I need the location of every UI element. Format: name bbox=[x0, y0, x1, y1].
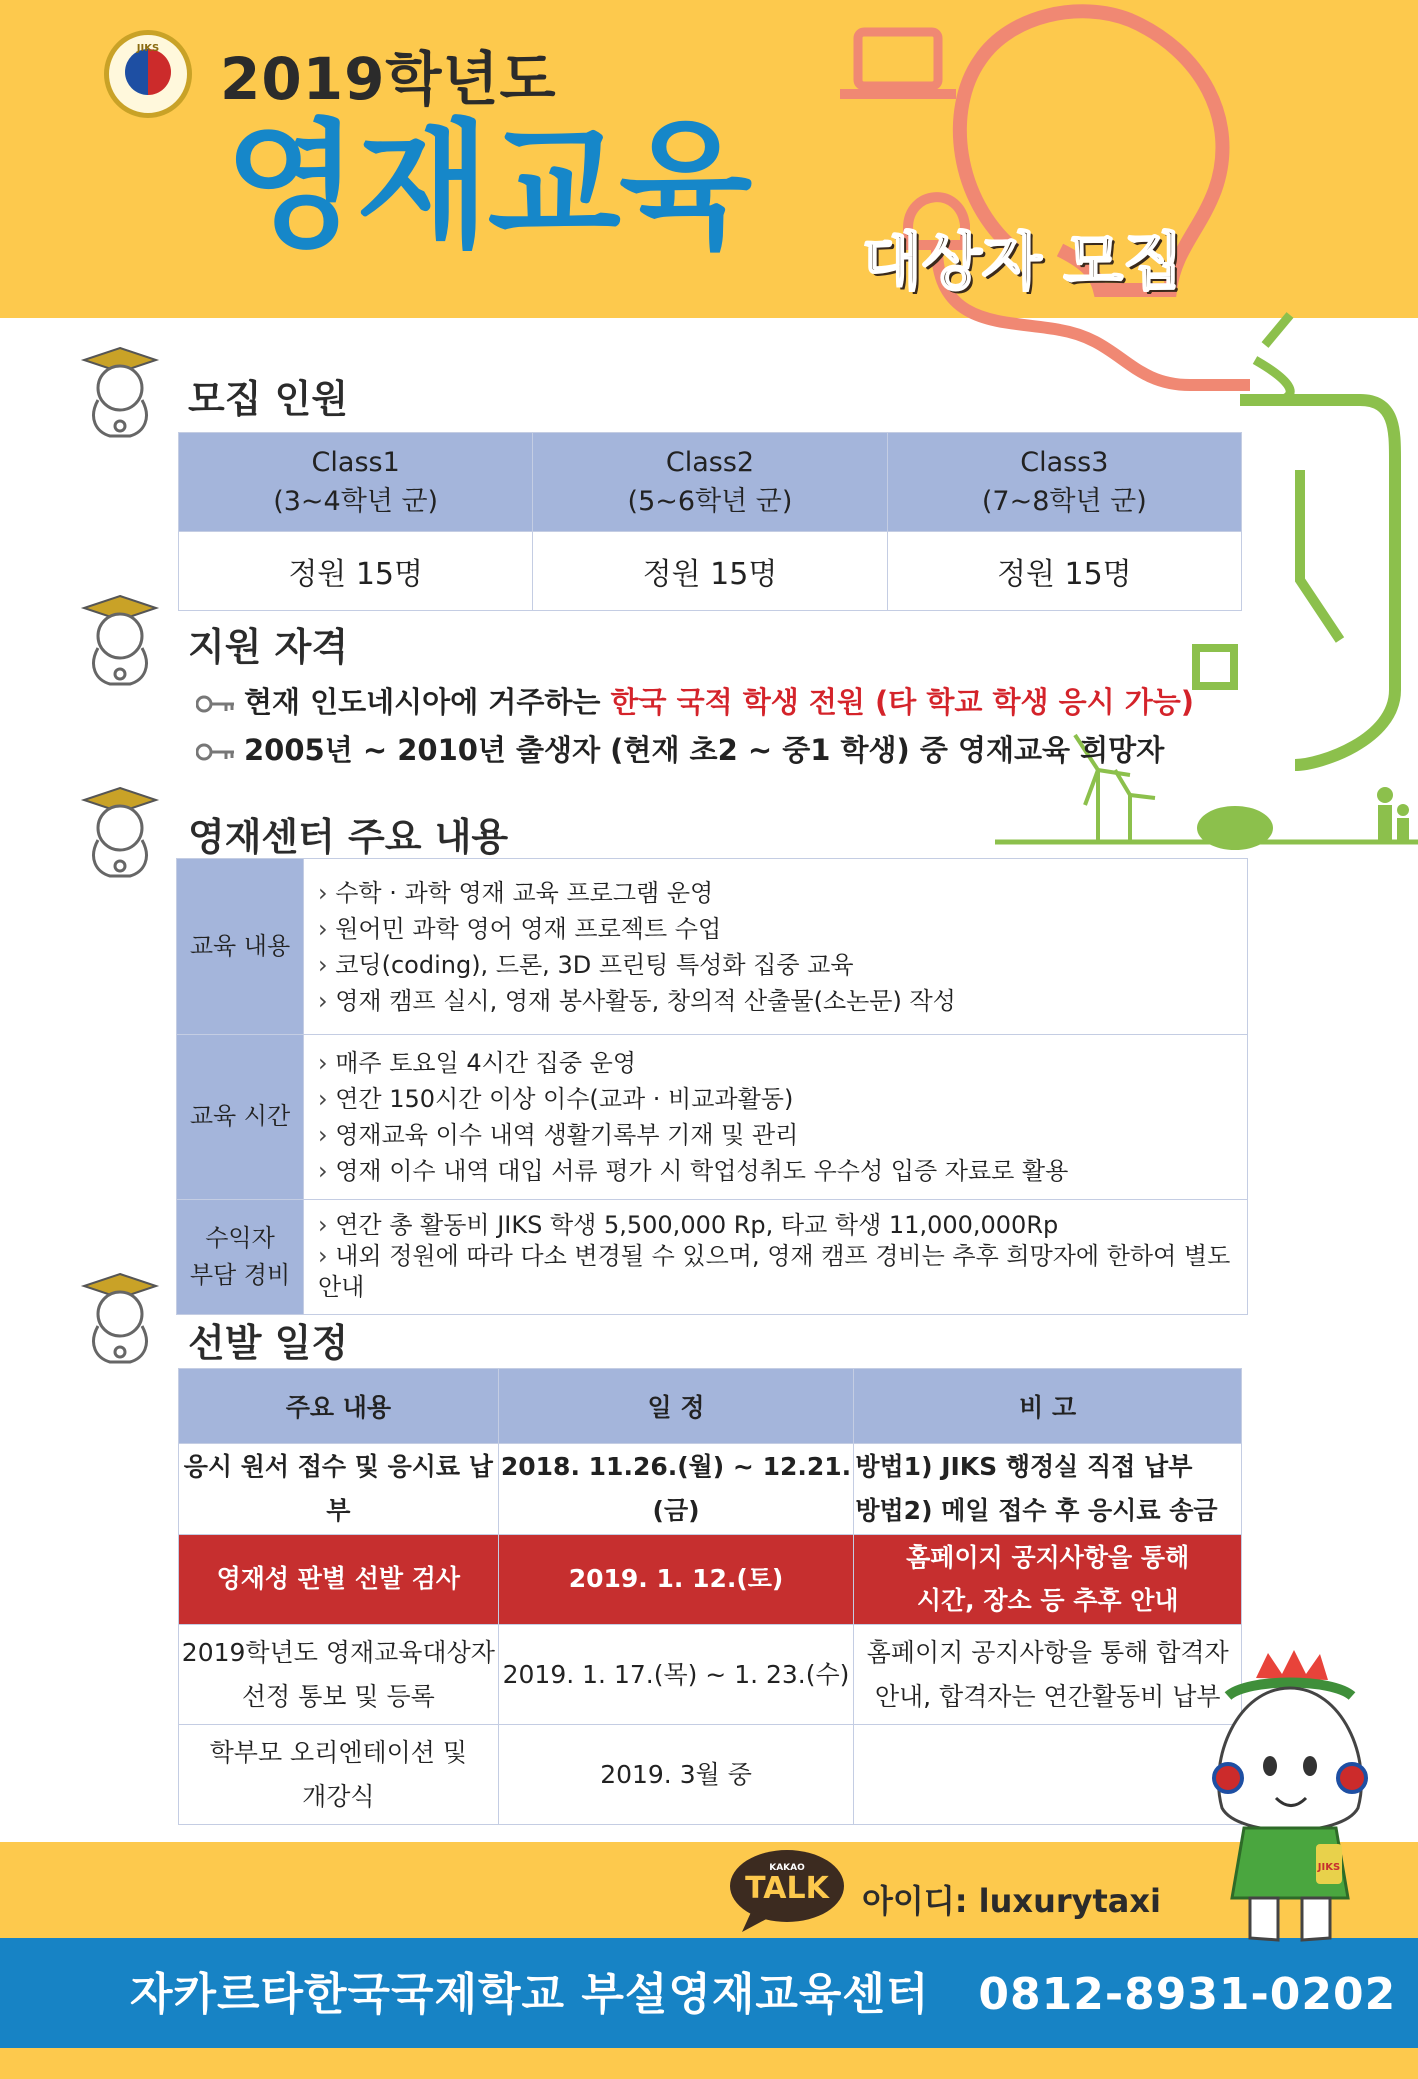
class3-header: Class3 (7~8학년 군) bbox=[887, 433, 1241, 532]
class2-capacity: 정원 15명 bbox=[533, 532, 887, 611]
key-icon bbox=[196, 741, 236, 763]
school-logo bbox=[104, 30, 192, 118]
kakao-small-label: KAKAO bbox=[769, 1863, 805, 1873]
class3-capacity: 정원 15명 bbox=[887, 532, 1241, 611]
footer-contact bbox=[130, 1958, 1396, 2022]
sub-title: 대상자 모집 bbox=[862, 225, 1184, 298]
class2-header: Class2 (5~6학년 군) bbox=[533, 433, 887, 532]
contents-item: › 연간 총 활동비 JIKS 학생 5,500,000 Rp, 타교 학생 11,000,000Rp bbox=[318, 1210, 1233, 1241]
flask-icon bbox=[1240, 400, 1395, 765]
contents-label: 교육 시간 bbox=[177, 1035, 304, 1200]
graduate-mascot-icon bbox=[78, 1266, 162, 1366]
main-title: 영재교육 bbox=[225, 106, 751, 267]
schedule-header: 일 정 bbox=[498, 1369, 854, 1444]
key-icon bbox=[196, 693, 236, 715]
recruit-title: 모집 인원 bbox=[188, 377, 349, 421]
table-row: 2019학년도 영재교육대상자 선정 통보 및 등록 2019. 1. 17.(목) ~ 1. 23.(수) 홈페이지 공지사항을 통해 합격자 안내, 합격자는 연간활동비 납부 bbox=[179, 1625, 1242, 1725]
schedule-header: 비 고 bbox=[854, 1369, 1242, 1444]
contents-item: › 연간 150시간 이상 이수(교과 · 비교과활동) bbox=[318, 1081, 1233, 1117]
chip-icon bbox=[1196, 648, 1234, 686]
year-title: 2019학년도 bbox=[220, 45, 557, 113]
people-icon bbox=[1377, 787, 1409, 841]
graduate-mascot-icon bbox=[78, 780, 162, 880]
contents-item: › 매주 토요일 4시간 집중 운영 bbox=[318, 1045, 1233, 1081]
table-row: 학부모 오리엔테이션 및 개강식 2019. 3월 중 bbox=[179, 1725, 1242, 1825]
school-mascot bbox=[1198, 1648, 1382, 1948]
table-row: 영재성 판별 선발 검사 2019. 1. 12.(토) 홈페이지 공지사항을 통해 시간, 장소 등 추후 안내 bbox=[179, 1534, 1242, 1625]
schedule-table bbox=[178, 1368, 1242, 1825]
kakao-talk-label: TALK bbox=[745, 1871, 829, 1906]
table-row: 응시 원서 접수 및 응시료 납부 2018. 11.26.(월) ~ 12.21.(금) 방법1) JIKS 행정실 직접 납부 방법2) 메일 접수 후 응시료 송금 bbox=[179, 1444, 1242, 1535]
kakao-id: 아이디: luxurytaxi bbox=[862, 1882, 1161, 1920]
schedule-title: 선발 일정 bbox=[188, 1321, 349, 1365]
crown-icon bbox=[1256, 1650, 1328, 1680]
microscope-icon bbox=[1250, 315, 1310, 400]
tree-icon bbox=[1197, 806, 1273, 850]
contents-item: › 코딩(coding), 드론, 3D 프린팅 특성화 집중 교육 bbox=[318, 947, 1233, 983]
contents-table bbox=[176, 858, 1248, 1315]
qualification-highlight: 한국 국적 학생 전원 (타 학교 학생 응시 가능) bbox=[610, 685, 1194, 719]
class1-capacity: 정원 15명 bbox=[179, 532, 533, 611]
contents-title: 영재센터 주요 내용 bbox=[188, 815, 509, 859]
taegeuk-icon bbox=[125, 49, 171, 95]
logo-text: JIKS bbox=[136, 43, 160, 54]
qualification-title: 지원 자격 bbox=[188, 625, 349, 669]
class1-header: Class1 (3~4학년 군) bbox=[179, 433, 533, 532]
contents-item: › 영재 이수 내역 대입 서류 평가 시 학업성취도 우수성 입증 자료로 활용 bbox=[318, 1153, 1233, 1189]
graduate-mascot-icon bbox=[78, 340, 162, 440]
mascot-badge: JIKS bbox=[1317, 1862, 1341, 1873]
qualification-line-2: 2005년 ~ 2010년 출생자 (현재 초2 ~ 중1 학생) 중 영재교육 희망자 bbox=[196, 728, 1164, 769]
contents-label: 교육 내용 bbox=[177, 859, 304, 1035]
contents-label: 수익자 부담 경비 bbox=[177, 1200, 304, 1315]
schedule-header: 주요 내용 bbox=[179, 1369, 499, 1444]
contents-item: › 영재 캠프 실시, 영재 봉사활동, 창의적 산출물(소논문) 작성 bbox=[318, 983, 1233, 1019]
contents-item: › 수학 · 과학 영재 교육 프로그램 운영 bbox=[318, 875, 1233, 911]
laptop-icon bbox=[858, 32, 938, 86]
kakaotalk-icon bbox=[728, 1848, 846, 1934]
graduate-mascot-icon bbox=[78, 588, 162, 688]
contents-item: › 내외 정원에 따라 다소 변경될 수 있으며, 영재 캠프 경비는 추후 희망자에 한하여 별도 안내 bbox=[318, 1241, 1233, 1303]
phone-number: 0812-8931-0202 bbox=[978, 1969, 1397, 2020]
footer-strip bbox=[0, 2048, 1418, 2079]
qualification-line-1: 현재 인도네시아에 거주하는 한국 국적 학생 전원 (타 학교 학생 응시 가능) bbox=[196, 680, 1194, 721]
contents-item: › 영재교육 이수 내역 생활기록부 기재 및 관리 bbox=[318, 1117, 1233, 1153]
contents-item: › 원어민 과학 영어 영재 프로젝트 수업 bbox=[318, 911, 1233, 947]
school-name: 자카르타한국국제학교 부설영재교육센터 bbox=[130, 1969, 930, 2020]
recruit-table bbox=[178, 432, 1242, 611]
